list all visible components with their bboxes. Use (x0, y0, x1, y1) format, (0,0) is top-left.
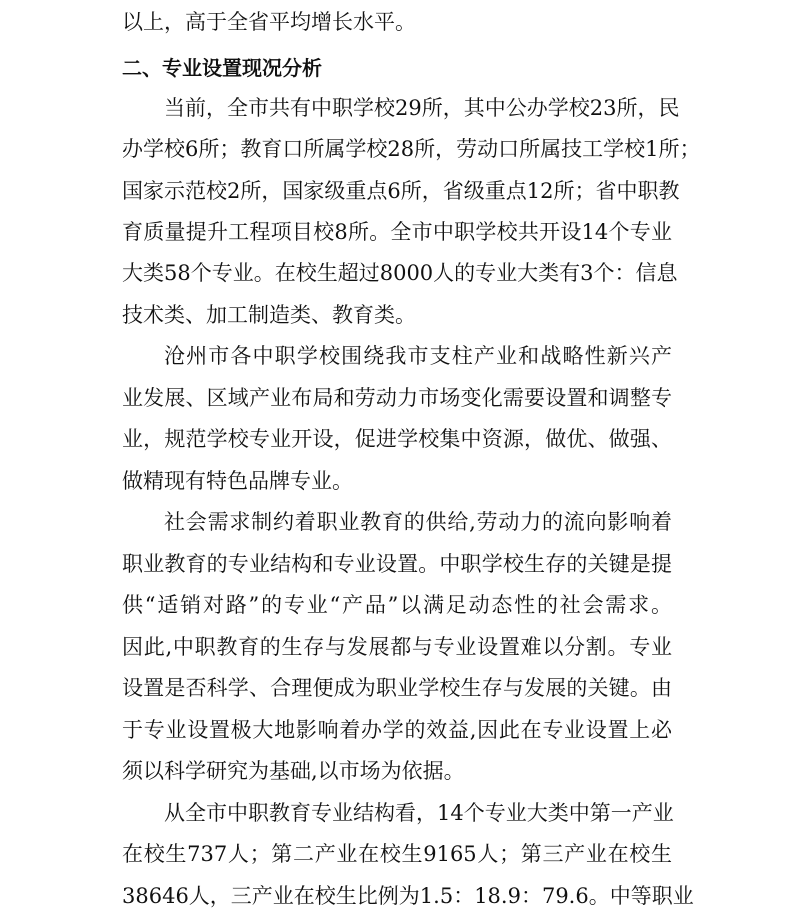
text-line (0, 840, 793, 868)
text-line (0, 177, 793, 205)
paragraph-4-line: 38646人，三产业在校生比例为1.5：18.9：79.6。中等职业 (122, 884, 694, 908)
paragraph-2-line: 沧州市各中职学校围绕我市支柱产业和战略性新兴产 (164, 344, 672, 368)
paragraph-continuation: 以上，高于全省平均增长水平。 (122, 10, 416, 34)
paragraph-2-line: 业发展、区域产业布局和劳动力市场变化需要设置和调整专 (122, 386, 672, 410)
text-line (0, 94, 793, 122)
text-line (0, 591, 793, 619)
paragraph-2-line: 业，规范学校专业开设，促进学校集中资源，做优、做强、 (122, 427, 672, 451)
paragraph-3-line: 因此,中职教育的生存与发展都与专业设置难以分割。专业 (122, 635, 672, 659)
paragraph-4-line: 从全市中职教育专业结构看，14个专业大类中第一产业 (164, 801, 674, 825)
paragraph-3-line: 设置是否科学、合理便成为职业学校生存与发展的关键。由 (122, 676, 672, 700)
text-line (0, 882, 793, 910)
text-line (0, 259, 793, 287)
paragraph-2-line: 做精现有特色品牌专业。 (122, 469, 353, 493)
text-line (0, 799, 793, 827)
paragraph-3-line: 于专业设置极大地影响着办学的效益,因此在专业设置上必 (122, 718, 672, 742)
paragraph-1-line: 国家示范校2所，国家级重点6所，省级重点12所；省中职教 (122, 179, 680, 203)
text-line (0, 716, 793, 744)
paragraph-1-line: 技术类、加工制造类、教育类。 (122, 303, 416, 327)
paragraph-3-line: 职业教育的专业结构和专业设置。中职学校生存的关键是提 (122, 552, 672, 576)
text-line (0, 633, 793, 661)
section-heading: 二、专业设置现况分析 (122, 56, 322, 80)
text-line (0, 757, 793, 785)
text-line (0, 384, 793, 412)
text-line (0, 467, 793, 495)
text-line (0, 508, 793, 536)
text-line (0, 550, 793, 578)
text-line (0, 135, 793, 163)
paragraph-3-line: 须以科学研究为基础,以市场为依据。 (122, 759, 465, 783)
text-line (0, 8, 793, 36)
text-line (0, 218, 793, 246)
text-line (0, 425, 793, 453)
paragraph-3-line: 社会需求制约着职业教育的供给,劳动力的流向影响着 (164, 510, 672, 534)
paragraph-1-line: 办学校6所；教育口所属学校28所，劳动口所属技工学校1所； (122, 137, 701, 161)
text-line (0, 342, 793, 370)
paragraph-4-line: 在校生737人；第二产业在校生9165人；第三产业在校生 (122, 842, 672, 866)
paragraph-1-line: 大类58个专业。在校生超过8000人的专业大类有3个：信息 (122, 261, 678, 285)
paragraph-1-line: 育质量提升工程项目校8所。全市中职学校共开设14个专业 (122, 220, 672, 244)
paragraph-3-line: 供“适销对路”的专业“产品”以满足动态性的社会需求。 (122, 593, 672, 617)
section-heading-line (0, 54, 793, 82)
paragraph-1-line: 当前，全市共有中职学校29所，其中公办学校23所，民 (164, 96, 680, 120)
text-line (0, 674, 793, 702)
text-line (0, 301, 793, 329)
